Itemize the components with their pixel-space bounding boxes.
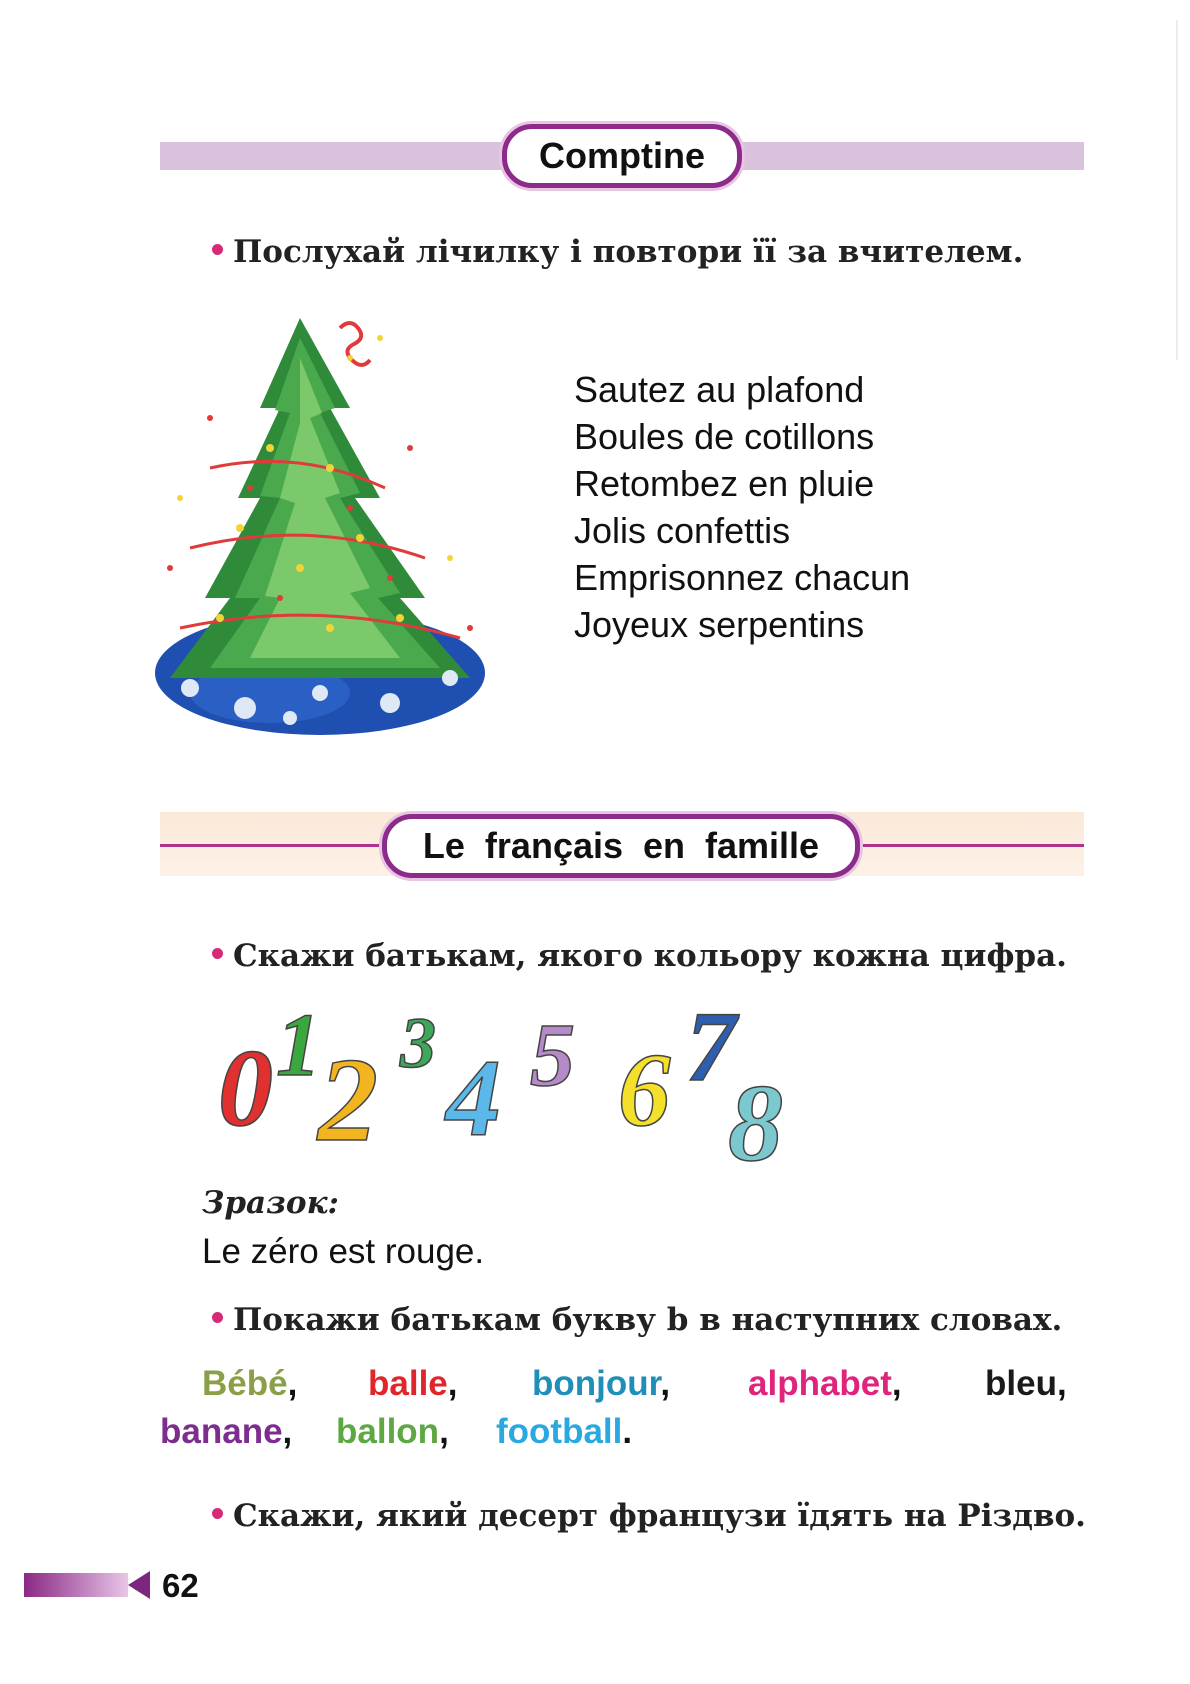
comptine-poem bbox=[574, 366, 910, 648]
poem-line: Joyeux serpentins bbox=[574, 604, 865, 645]
digit-6: 6 bbox=[618, 1031, 671, 1148]
poem-line: Jolis confettis bbox=[574, 510, 791, 551]
instruction-listen bbox=[212, 234, 1023, 270]
colored-digits bbox=[218, 995, 838, 1175]
page-arrow-icon bbox=[128, 1571, 150, 1599]
digit-2: 2 bbox=[318, 1033, 378, 1166]
instruction-colors-text: Скажи батькам, якого кольору кожна цифра. bbox=[233, 938, 1067, 974]
word-ballon: ballon, bbox=[336, 1412, 449, 1451]
word-balle: balle, bbox=[368, 1364, 458, 1403]
digit-5: 5 bbox=[530, 1006, 575, 1105]
comptine-title: Comptine bbox=[502, 124, 742, 188]
digit-0: 0 bbox=[218, 1027, 273, 1149]
digit-4: 4 bbox=[446, 1037, 501, 1159]
christmas-tree-illustration bbox=[150, 298, 500, 738]
footer-gradient-bar bbox=[24, 1573, 128, 1597]
digit-7: 7 bbox=[686, 995, 736, 1102]
poem-line: Retombez en pluie bbox=[574, 463, 875, 504]
poem-line: Emprisonnez chacun bbox=[574, 557, 911, 598]
famille-title: Le français en famille bbox=[382, 814, 860, 878]
instruction-dessert-text: Скажи, який десерт французи їдять на Різдво. bbox=[233, 1498, 1086, 1534]
digit-8: 8 bbox=[728, 1062, 783, 1175]
word-bleu: bleu, bbox=[985, 1364, 1067, 1403]
word-alphabet: alphabet, bbox=[748, 1364, 902, 1403]
bullet-icon bbox=[212, 1508, 223, 1519]
instruction-letter-b-text: Покажи батькам букву b в наступних словах. bbox=[233, 1302, 1063, 1338]
word-banane: banane, bbox=[160, 1412, 293, 1451]
instruction-colors bbox=[212, 938, 1067, 974]
poem-line: Sautez au plafond bbox=[574, 369, 865, 410]
word-bonjour: bonjour, bbox=[532, 1364, 671, 1403]
instruction-dessert bbox=[212, 1498, 1086, 1534]
bullet-icon bbox=[212, 244, 223, 255]
instruction-letter-b bbox=[212, 1302, 1062, 1338]
word-football: football. bbox=[496, 1412, 633, 1451]
page-edge bbox=[1176, 20, 1178, 360]
model-sentence: Le zéro est rouge. bbox=[202, 1232, 485, 1271]
poem-line: Boules de cotillons bbox=[574, 416, 875, 457]
word-bebe: Bébé, bbox=[202, 1364, 298, 1403]
model-label: Зразок: bbox=[202, 1185, 340, 1221]
page-number: 62 bbox=[162, 1567, 199, 1604]
digit-3: 3 bbox=[400, 1003, 436, 1083]
bullet-icon bbox=[212, 1312, 223, 1323]
instruction-listen-text: Послухай лічилку і повтори її за вчителем. bbox=[233, 234, 1024, 270]
bullet-icon bbox=[212, 948, 223, 959]
digit-1: 1 bbox=[276, 996, 321, 1095]
